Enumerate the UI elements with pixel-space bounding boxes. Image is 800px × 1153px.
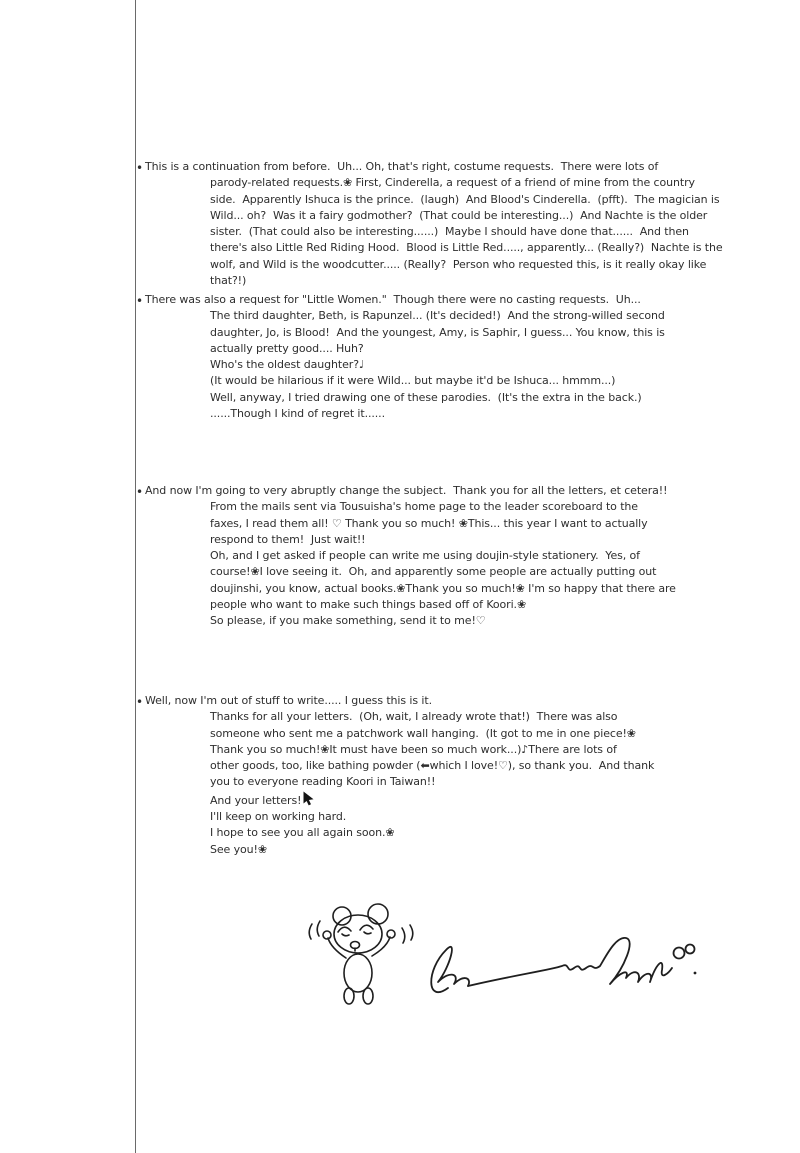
text-line-content: someone who sent me a patchwork wall hanging. (It got to me in one piece!❀ xyxy=(210,726,636,740)
text-line-content: daughter, Jo, is Blood! And the youngest, Amy, is Saphir, I guess... You know, this is xyxy=(210,325,665,339)
text-line xyxy=(136,499,798,515)
text-line-content: wolf, and Wild is the woodcutter..... (Really? Person who requested this, is it really okay like xyxy=(210,257,707,271)
text-line xyxy=(136,825,798,841)
text-line-content: The third daughter, Beth, is Rapunzel... (It's decided!) And the strong-willed second xyxy=(210,309,665,323)
paragraph xyxy=(136,159,798,289)
text-line xyxy=(136,809,798,825)
text-line-content: Thanks for all your letters. (Oh, wait, I already wrote that!) There was also xyxy=(210,710,618,724)
text-line-content: that?!) xyxy=(210,274,247,288)
text-line-content: Thank you so much!❀It must have been so much work...)♪There are lots of xyxy=(210,742,617,756)
paragraph xyxy=(136,693,798,858)
text-line-content: And now I'm going to very abruptly change the subject. Thank you for all the letters, et cetera!! xyxy=(145,484,668,497)
text-line-content: (It would be hilarious if it were Wild... but maybe it'd be Ishuca... hmmm...) xyxy=(210,374,616,388)
text-line xyxy=(136,308,798,324)
text-line-content: This is a continuation from before. Uh... Oh, that's right, costume requests. There were lots of xyxy=(145,160,659,173)
text-line xyxy=(136,726,798,742)
author-signature-scrawl xyxy=(431,938,696,992)
footer-art xyxy=(298,890,702,1030)
text-line-content: I'll keep on working hard. xyxy=(210,810,347,824)
text-line-content: actually pretty good.... Huh? xyxy=(210,341,364,355)
text-line xyxy=(136,292,798,308)
paragraph xyxy=(136,483,798,630)
text-line-content: Well, now I'm out of stuff to write..... I guess this is it. xyxy=(145,694,432,707)
text-line-content: sister. (That could also be interesting......) Maybe I should have done that...... And then xyxy=(210,225,689,239)
text-line xyxy=(136,192,798,208)
cursor-arrow-icon xyxy=(303,791,314,806)
text-line xyxy=(136,273,798,289)
text-line xyxy=(136,240,798,256)
text-line-content: See you!❀ xyxy=(210,842,267,856)
bullet-marker: • xyxy=(136,485,144,499)
text-line-content: Well, anyway, I tried drawing one of these parodies. (It's the extra in the back.) xyxy=(210,390,642,404)
text-line-content: Oh, and I get asked if people can write me using doujin-style stationery. Yes, of xyxy=(210,549,640,563)
text-line-content: So please, if you make something, send it to me!♡ xyxy=(210,614,486,628)
text-line-content: And your letters! xyxy=(210,793,302,807)
text-line xyxy=(136,613,798,629)
text-line xyxy=(136,159,798,175)
text-line xyxy=(136,406,798,422)
text-line xyxy=(136,224,798,240)
text-line-content: other goods, too, like bathing powder (⬅which I love!♡), so thank you. And thank xyxy=(210,759,655,773)
text-line-content: faxes, I read them all! ♡ Thank you so much! ❀This... this year I want to actually xyxy=(210,516,648,530)
text-line xyxy=(136,483,798,499)
text-line-content: Wild... oh? Was it a fairy godmother? (That could be interesting...) And Nachte is the older xyxy=(210,208,708,222)
text-line xyxy=(136,597,798,613)
text-line xyxy=(136,516,798,532)
text-line-content: doujinshi, you know, actual books.❀Thank you so much!❀ I'm so happy that there are xyxy=(210,581,676,595)
bullet-marker: • xyxy=(136,294,144,308)
paragraph xyxy=(136,292,798,422)
text-line-content: I hope to see you all again soon.❀ xyxy=(210,826,395,840)
text-line xyxy=(136,357,798,373)
text-line-content: course!❀I love seeing it. Oh, and apparently some people are actually putting out xyxy=(210,565,657,579)
text-line-content: parody-related requests.❀ First, Cinderella, a request of a friend of mine from the country xyxy=(210,176,695,190)
text-line xyxy=(136,175,798,191)
bullet-marker: • xyxy=(136,695,144,709)
text-line-content: From the mails sent via Tousuisha's home page to the leader scoreboard to the xyxy=(210,500,638,514)
text-line xyxy=(136,564,798,580)
text-line xyxy=(136,390,798,406)
text-line-content: Who's the oldest daughter?♩ xyxy=(210,358,365,372)
text-line-content: there's also Little Red Riding Hood. Blood is Little Red....., apparently... (Really?) Nachte is the xyxy=(210,241,723,255)
text-line-content: ......Though I kind of regret it...... xyxy=(210,407,385,421)
text-line xyxy=(136,774,798,790)
text-line xyxy=(136,791,798,809)
text-line-content: side. Apparently Ishuca is the prince. (laugh) And Blood's Cinderella. (pfft). The magician is xyxy=(210,192,720,206)
chibi-mascot-doodle xyxy=(309,904,413,1004)
text-line xyxy=(136,257,798,273)
text-line xyxy=(136,325,798,341)
text-line-content: respond to them! Just wait!! xyxy=(210,532,366,546)
text-line-content: There was also a request for "Little Women." Though there were no casting requests. Uh... xyxy=(145,293,641,306)
text-line xyxy=(136,532,798,548)
text-line xyxy=(136,548,798,564)
bullet-marker: • xyxy=(136,161,144,175)
text-line-content: people who want to make such things based off of Koori.❀ xyxy=(210,598,527,612)
text-line xyxy=(136,341,798,357)
text-line xyxy=(136,758,798,774)
text-line-content: you to everyone reading Koori in Taiwan!! xyxy=(210,775,436,789)
text-line xyxy=(136,709,798,725)
text-line xyxy=(136,208,798,224)
text-line xyxy=(136,742,798,758)
text-line xyxy=(136,842,798,858)
text-line xyxy=(136,373,798,389)
text-line xyxy=(136,581,798,597)
text-line xyxy=(136,693,798,709)
